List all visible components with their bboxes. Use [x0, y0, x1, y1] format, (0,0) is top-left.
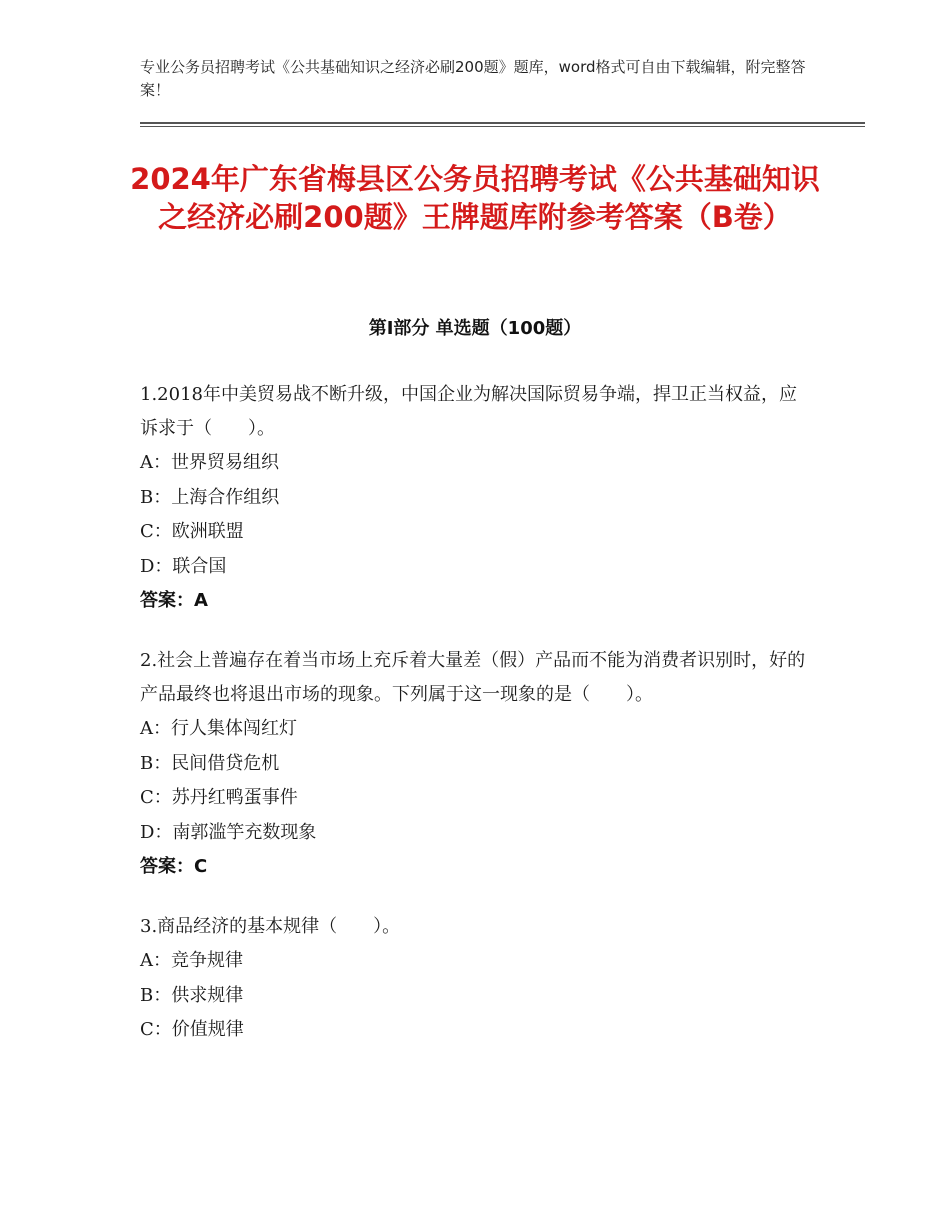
option-b: B：民间借贷危机 — [140, 752, 280, 774]
option-a: A：世界贸易组织 — [140, 452, 279, 473]
option-a: A：竞争规律 — [140, 950, 243, 971]
section-title: 第I部分 单选题（100题） — [368, 318, 582, 339]
question-1 — [140, 378, 810, 618]
question-2 — [140, 644, 810, 884]
option-b: B：供求规律 — [140, 984, 244, 1006]
question-stem: 3.商品经济的基本规律（ ）。 — [140, 916, 401, 937]
option-c: C：欧洲联盟 — [140, 521, 244, 542]
option-d: D：南郭滥竽充数现象 — [140, 821, 317, 843]
answer-line: 答案：C — [140, 856, 208, 877]
question-stem: 1.2018年中美贸易战不断升级，中国企业为解决国际贸易争端，捍卫正当权益，应诉求于（ ）。 — [140, 384, 797, 439]
header-note: 专业公务员招聘考试《公共基础知识之经济必刷200题》题库，word格式可自由下载编辑，附完整答案！ — [140, 58, 806, 99]
option-b: B：上海合作组织 — [140, 486, 280, 508]
option-c: C：价值规律 — [140, 1019, 244, 1040]
question-3 — [140, 910, 810, 1048]
option-c: C：苏丹红鸭蛋事件 — [140, 787, 298, 808]
answer-line: 答案：A — [140, 590, 208, 611]
document-title: 2024年广东省梅县区公务员招聘考试《公共基础知识之经济必刷200题》王牌题库附参考答案（B卷） — [130, 162, 820, 234]
question-list — [140, 378, 810, 1074]
option-d: D：联合国 — [140, 555, 227, 577]
header-divider-thick — [140, 122, 865, 124]
option-a: A：行人集体闯红灯 — [140, 718, 297, 739]
question-stem: 2.社会上普遍存在着当市场上充斥着大量差（假）产品而不能为消费者识别时，好的产品最终也将退出市场的现象。下列属于这一现象的是（ ）。 — [140, 650, 806, 705]
header-divider-thin — [140, 126, 865, 127]
